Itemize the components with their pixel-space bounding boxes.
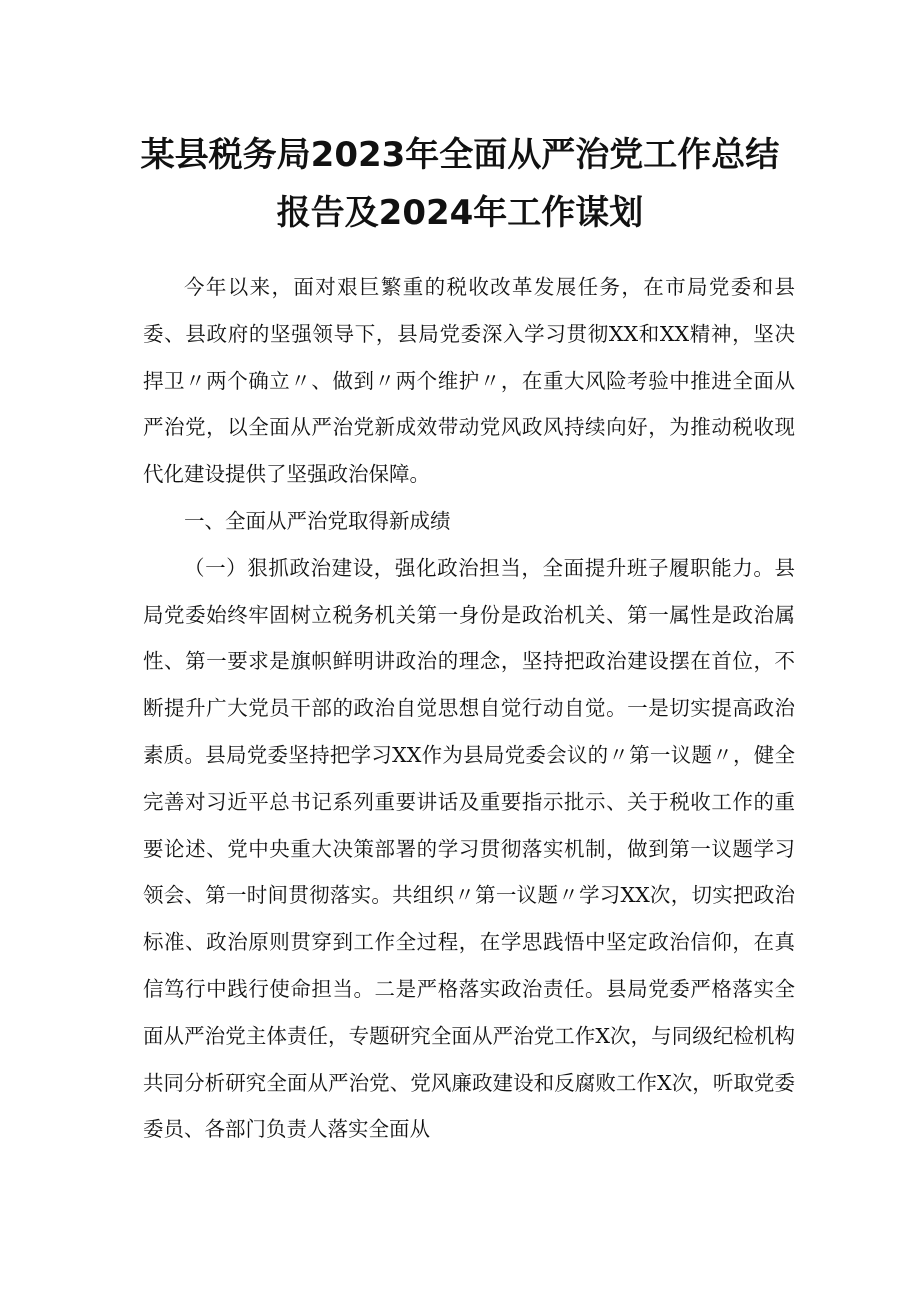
subsection-1-lead: （一）狠抓政治建设，强化政治担当，全面提升班子履职能力。 [184, 555, 775, 580]
title-line-2: 报告及2024年工作谋划 [276, 193, 644, 233]
document-title [0, 126, 920, 242]
document-body [143, 264, 795, 1153]
subsection-1-paragraph [143, 545, 795, 1153]
subsection-1-body: 县局党委始终牢固树立税务机关第一身份是政治机关、第一属性是政治属性、第一要求是旗帜鲜明讲政治的理念，坚持把政治建设摆在首位，不断提升广大党员干部的政治自觉思想自觉行动自觉。一是切实提高政治素质。县局党委坚持把学习XX作为县局党委会议的〃第一议题〃，健全完善对习近平总书记系列重要讲话及重要指示批示、关于税收工作的重要论述、党中央重大决策部署的学习贯彻落实机制，做到第一议题学习领会、第一时间贯彻落实。共组织〃第一议题〃学习XX次，切实把政治标准、政治原则贯穿到工作全过程，在学思践悟中坚定政治信仰，在真信笃行中践行使命担当。二是严格落实政治责任。县局党委严格落实全面从严治党主体责任，专题研究全面从严治党工作X次，与同级纪检机构共同分析研究全面从严治党、党风廉政建设和反腐败工作X次，听取党委委员、各部门负责人落实全面从 [143, 555, 795, 1142]
section-1-heading: 一、全面从严治党取得新成绩 [184, 508, 451, 533]
intro-paragraph: 今年以来，面对艰巨繁重的税收改革发展任务，在市局党委和县委、县政府的坚强领导下，县局党委深入学习贯彻XX和XX精神，坚决捍卫〃两个确立〃、做到〃两个维护〃，在重大风险考验中推进全面从严治党，以全面从严治党新成效带动党风政风持续向好，为推动税收现代化建设提供了坚强政治保障。 [143, 275, 795, 487]
title-line-1: 某县税务局2023年全面从严治党工作总结 [140, 135, 780, 175]
